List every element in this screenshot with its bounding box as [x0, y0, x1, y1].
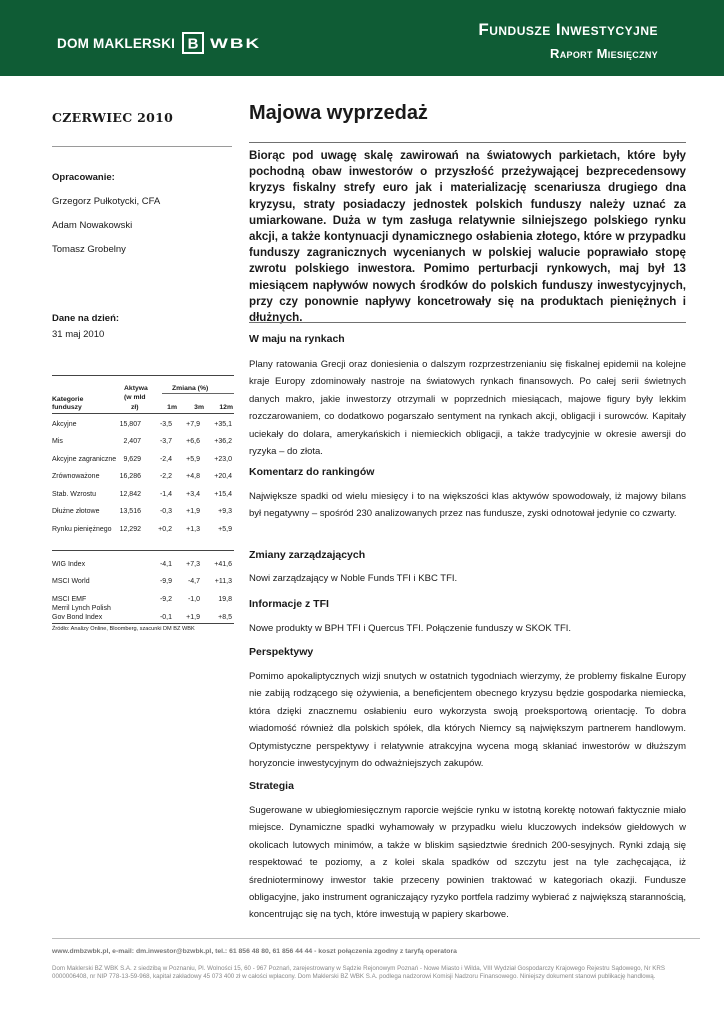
- footer-contact: www.dmbzwbk.pl, e-mail: dm.inwestor@bzwbk.pl, tel.: 61 856 48 80, 61 856 44 44 - koszt połączenia zgodny z taryfą operatora: [52, 948, 457, 955]
- table-cell: Dłużne złotowe: [52, 508, 100, 515]
- footer-rule: [52, 938, 700, 939]
- section-heading: Strategia: [249, 780, 294, 792]
- table-cell: +3,4: [186, 491, 200, 498]
- table-cell: +1,9: [186, 508, 200, 515]
- zmiana-underline: [162, 393, 234, 394]
- brand-text: DOM MAKLERSKI: [57, 35, 176, 51]
- table-cell: -4,1: [159, 561, 172, 568]
- table-cell: +11,3: [214, 578, 232, 585]
- footer-legal: Dom Maklerski BZ WBK S.A. z siedzibą w Poznaniu, Pl. Wolności 15, 60 - 967 Poznań, zarejestrowany w Sądzie Rejonowym Poznań - Nowe Miasto i Wilda, VIII Wydział Gospodarczy Krajowego Rejestru Sądowego, Nr KRS 0000006408, nr NIP 778-13-59-968, kapitał zakładowy 45 073 400 zł w całości wpłacony. Dom Maklerski BZ WBK S.A. podlega nadzorowi Komisji Nadzoru Finansowego. Niniejszy dokument stanowi publikację handlową.: [52, 965, 665, 981]
- table-cell: +15,4: [214, 491, 232, 498]
- table-cell: MSCI World: [52, 578, 90, 585]
- brand-logo[interactable]: [57, 33, 262, 53]
- section-heading: Komentarz do rankingów: [249, 466, 375, 478]
- brand-mark-glyph: B: [187, 35, 199, 53]
- table-header-rule: [52, 413, 234, 414]
- table-cell: -0,1: [159, 614, 172, 621]
- table-row: [52, 438, 234, 448]
- table-cell: +0,2: [158, 526, 172, 533]
- table-cell: +8,5: [218, 614, 232, 621]
- table-row: [52, 421, 234, 431]
- table-cell: -1,4: [159, 491, 172, 498]
- report-subtitle: Raport Miesięczny: [550, 46, 658, 61]
- table-cell: -1,0: [187, 596, 200, 603]
- brand-wbk: WBK: [210, 35, 262, 51]
- table-source: Źródło: Analizy Online, Bloomberg, szacunki DM BZ WBK: [52, 626, 195, 632]
- table-top-rule: [52, 375, 234, 376]
- table-cell: +5,9: [186, 456, 200, 463]
- table-cell: +20,4: [214, 473, 232, 480]
- table-cell: +23,0: [214, 456, 232, 463]
- section-heading: Informacje z TFI: [249, 598, 329, 610]
- sidebar-divider: [52, 146, 232, 147]
- author-name: Tomasz Grobelny: [52, 244, 126, 255]
- table-cell: 16,286: [119, 473, 141, 480]
- header-1m: 1m: [167, 404, 177, 411]
- table-cell: +1,3: [186, 526, 200, 533]
- brand-mark-icon: [182, 32, 204, 54]
- section-heading: Perspektywy: [249, 646, 314, 658]
- header-fundusze: funduszy: [52, 404, 82, 411]
- section-heading: W maju na rynkach: [249, 333, 345, 345]
- table-cell: 15,807: [119, 421, 141, 428]
- table-cell: Akcyjne zagraniczne: [52, 456, 117, 463]
- data-date-label: Dane na dzień:: [52, 313, 120, 324]
- author-name: Adam Nowakowski: [52, 220, 133, 231]
- header-12m: 12m: [219, 404, 233, 411]
- table-row: [52, 473, 234, 483]
- section-text: Pomimo apokaliptycznych wizji snutych w ostatnich tygodniach wierzymy, że problemy fiskalne Europy nie zabiją rodzącego się ożywienia, a beneficjentem obecnego kryzysu będzie gospodarka niemiecka, która dzięki znacznemu osłabieniu euro wykorzysta swoją proeksportową orientację. To dobra wiadomość również dla polskich spółek, dla których Niemcy są największym partnerem handlowym. Optymistyczne perspektywy i relatywnie atrakcyjna wycena mogą skłaniać inwestorów w dłuższym horyzoncie inwestycyjnym do odważniejszych zakupów.: [249, 671, 686, 770]
- table-row: [52, 578, 234, 588]
- table-cell: -3,7: [159, 438, 172, 445]
- title-rule: [249, 142, 686, 143]
- table-mid-rule: [52, 550, 234, 551]
- section-text: Nowi zarządzający w Noble Funds TFI i KBC TFI.: [249, 573, 458, 584]
- section-heading: Zmiany zarządzających: [249, 549, 366, 561]
- table-cell: +36,2: [214, 438, 232, 445]
- table-row: [52, 526, 234, 536]
- table-cell: Rynku pieniężnego: [52, 526, 112, 533]
- table-cell: +6,6: [186, 438, 200, 445]
- table-cell: MSCI EMF: [52, 596, 87, 603]
- table-cell: +7,3: [186, 561, 200, 568]
- lead-rule: [249, 322, 686, 323]
- table-row: [52, 561, 234, 571]
- report-series-title: Fundusze Inwestycyjne: [478, 20, 658, 39]
- table-cell: +1,9: [186, 614, 200, 621]
- section-text: Nowe produkty w BPH TFI i Quercus TFI. Połączenie funduszy w SKOK TFI.: [249, 623, 572, 634]
- table-cell: +7,9: [186, 421, 200, 428]
- table-cell: WIG Index: [52, 561, 86, 568]
- table-cell: 12,842: [119, 491, 141, 498]
- table-cell: -4,7: [187, 578, 200, 585]
- table-cell: Mis: [52, 438, 63, 445]
- table-cell: +35,1: [214, 421, 232, 428]
- prepared-label: Opracowanie:: [52, 172, 115, 183]
- table-cell: Stab. Wzrostu: [52, 491, 96, 498]
- table-cell: 2,407: [123, 438, 141, 445]
- table-cell: Merril Lynch Polish: [52, 605, 111, 612]
- header-kategorie: Kategorie: [52, 396, 84, 403]
- table-cell: 9,629: [123, 456, 141, 463]
- table-cell: -9,9: [159, 578, 172, 585]
- author-name: Grzegorz Pułkotycki, CFA: [52, 196, 161, 207]
- section-text: Plany ratowania Grecji oraz doniesienia o dalszym rozprzestrzenianiu się fiskalnej epidemii na kolejne kraje Europy zdominowały nastroje na światowych rynkach finansowych. Po całej serii świetnych danych makro, jakie inwestorzy otrzymali w poprzednich miesiącach, majowe figury były lekkim rozczarowaniem, co dodatkowo pogarszało sentyment na rynkach akcji, obligacji i surowców. Kapitały uciekały do dolara, amerykańskich i niemieckich obligacji, a także tradycyjnie w okresie awersji do ryzyka – do złota.: [249, 359, 686, 458]
- table-row: [52, 508, 234, 518]
- table-cell: -3,5: [159, 421, 172, 428]
- table-cell: +4,8: [186, 473, 200, 480]
- header-zl: zł): [131, 404, 139, 411]
- table-row: [52, 456, 234, 466]
- table-cell: 12,292: [119, 526, 141, 533]
- header-3m: 3m: [194, 404, 204, 411]
- report-date: CZERWIEC 2010: [52, 110, 174, 125]
- table-cell: +5,9: [218, 526, 232, 533]
- header-aktywa: Aktywa: [124, 385, 148, 392]
- table-cell: -2,2: [159, 473, 172, 480]
- table-cell: -0,3: [159, 508, 172, 515]
- article-title: Majowa wyprzedaż: [249, 102, 428, 124]
- table-cell: +41,6: [214, 561, 232, 568]
- table-cell: +9,3: [218, 508, 232, 515]
- table-cell: 13,516: [119, 508, 141, 515]
- table-cell: Akcyjne: [52, 421, 77, 428]
- data-date: 31 maj 2010: [52, 329, 105, 340]
- header-banner: [0, 0, 724, 76]
- table-cell: Gov Bond Index: [52, 614, 103, 621]
- section-text: Największe spadki od wielu miesięcy i to na większości klas aktywów spowodowały, iż majowy bilans był negatywny – spośród 230 analizowanych przez nas fundusze, zyski odnotował jedynie co czwarty.: [249, 491, 686, 520]
- table-row: [52, 491, 234, 501]
- table-cell: -9,2: [159, 596, 172, 603]
- section-text: Sugerowane w ubiegłomiesięcznym raporcie wejście rynku w istotną korektę notowań faktycznie miało miejsce. Dynamiczne spadki wyhamowały w przypadku wielu kluczowych indeksów giełdowych w okolicach lutowych minimów, a także w bliskim sąsiedztwie średnich 200-sesyjnych. Rynki zdają się respektować te poziomy, a z kolei skala spadków od szczytu jest na tyle zachęcająca, iż średnioterminowy inwestor takie przeceny powinien traktować w kategoriach okazji. Fundusze obligacyjne, jako instrument ograniczający ryzyko portfela radzimy wybierać z największą starannością, koncentrując się na tych, które inwestują w papiery skarbowe.: [249, 805, 686, 921]
- article-lead: Biorąc pod uwagę skalę zawirowań na światowych parkietach, które były pochodną obaw inwestorów o przyszłość przeżywającej bezprecedensowy kryzys fiskalny strefy euro jak i materializację scenariusza drugiego dna kryzysu, straty posiadaczy jednostek polskich funduszy należy uznać za umiarkowane. Duża w tym zasługa relatywnie silniejszego polskiego rynku akcji, a także kontynuacji dynamicznego osłabienia złotego, które w przypadku funduszy zagranicznych wycenianych w polskiej walucie poprawiało stopę zwrotu polskiego inwestora. Pomimo perturbacji rynkowych, maj był 13 miesiącem napływów nowych środków do polskich funduszy inwestycyjnych, przy czy ponownie napływy koncetrowały się na produktach pieniężnych i dłużnych.: [249, 149, 686, 325]
- table-cell: 19,8: [218, 596, 232, 603]
- header-zmiana: Zmiana (%): [172, 385, 209, 392]
- header-wmld: (w mld: [124, 394, 146, 401]
- table-bottom-rule: [52, 623, 234, 624]
- table-cell: Zrównoważone: [52, 473, 100, 480]
- table-cell: -2,4: [159, 456, 172, 463]
